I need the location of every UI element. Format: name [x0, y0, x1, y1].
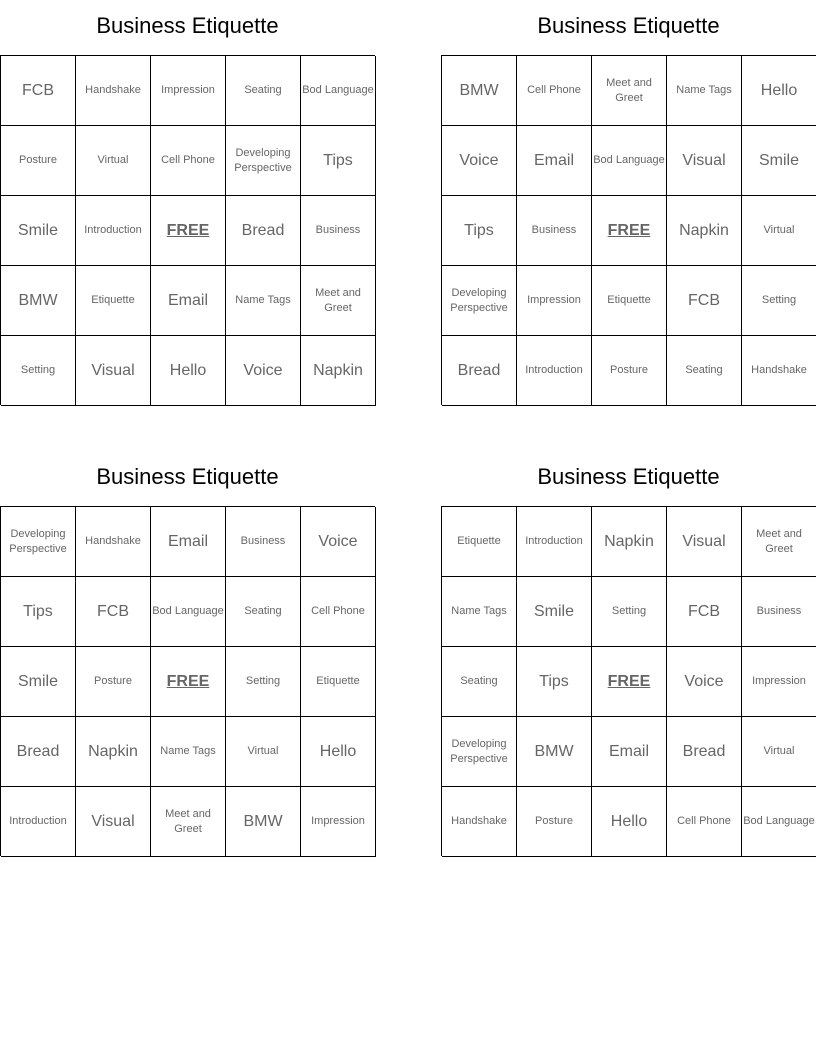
- bingo-cell: Bread: [442, 336, 517, 406]
- bingo-cell: Developing Perspective: [1, 507, 76, 577]
- card-title: Business Etiquette: [96, 464, 279, 489]
- bingo-cell: Seating: [226, 577, 301, 647]
- bingo-cell: Bread: [667, 717, 742, 787]
- bingo-cell: BMW: [1, 266, 76, 336]
- bingo-cell: Introduction: [517, 336, 592, 406]
- bingo-cell: FCB: [667, 577, 742, 647]
- bingo-cell: Developing Perspective: [226, 126, 301, 196]
- bingo-cell: Hello: [301, 717, 376, 787]
- bingo-cell: Posture: [76, 647, 151, 717]
- bingo-cell: Name Tags: [226, 266, 301, 336]
- bingo-cell: Hello: [742, 56, 816, 126]
- bingo-cell: Virtual: [742, 196, 816, 266]
- bingo-grid: [441, 506, 816, 856]
- bingo-cell: Meet and Greet: [301, 266, 376, 336]
- bingo-cell: Seating: [442, 647, 517, 717]
- bingo-cell: Posture: [1, 126, 76, 196]
- bingo-cell: Impression: [742, 647, 816, 717]
- bingo-cell: Posture: [517, 787, 592, 857]
- free-space-cell: FREE: [151, 647, 226, 717]
- bingo-cell: Hello: [592, 787, 667, 857]
- card-title: Business Etiquette: [537, 13, 720, 38]
- bingo-cell: Visual: [667, 507, 742, 577]
- bingo-cell: FCB: [667, 266, 742, 336]
- bingo-cell: Bod Language: [151, 577, 226, 647]
- bingo-cell: Visual: [76, 787, 151, 857]
- bingo-cell: Napkin: [76, 717, 151, 787]
- bingo-cell: Cell Phone: [151, 126, 226, 196]
- bingo-cell: Voice: [301, 507, 376, 577]
- bingo-cell: Cell Phone: [301, 577, 376, 647]
- bingo-cell: Impression: [301, 787, 376, 857]
- bingo-cell: Smile: [517, 577, 592, 647]
- bingo-cell: Voice: [226, 336, 301, 406]
- bingo-cell: Cell Phone: [667, 787, 742, 857]
- bingo-cell: Introduction: [517, 507, 592, 577]
- bingo-cell: Developing Perspective: [442, 717, 517, 787]
- bingo-cell: Handshake: [76, 56, 151, 126]
- bingo-cell: Napkin: [667, 196, 742, 266]
- bingo-cell: Tips: [301, 126, 376, 196]
- bingo-cell: Impression: [517, 266, 592, 336]
- bingo-cell: Virtual: [742, 717, 816, 787]
- bingo-cell: BMW: [517, 717, 592, 787]
- bingo-cell: Seating: [667, 336, 742, 406]
- bingo-cell: Impression: [151, 56, 226, 126]
- bingo-cell: Handshake: [742, 336, 816, 406]
- bingo-cell: Handshake: [442, 787, 517, 857]
- bingo-cell: Business: [517, 196, 592, 266]
- bingo-cell: Virtual: [76, 126, 151, 196]
- bingo-cell: BMW: [226, 787, 301, 857]
- bingo-cell: Posture: [592, 336, 667, 406]
- bingo-cell: Email: [151, 507, 226, 577]
- bingo-cell: Tips: [442, 196, 517, 266]
- bingo-cell: Visual: [667, 126, 742, 196]
- bingo-cell: Etiquette: [301, 647, 376, 717]
- card-title: Business Etiquette: [96, 13, 279, 38]
- bingo-cell: Napkin: [592, 507, 667, 577]
- bingo-cell: Voice: [442, 126, 517, 196]
- bingo-cell: Bread: [226, 196, 301, 266]
- bingo-cell: BMW: [442, 56, 517, 126]
- bingo-grid: [0, 55, 375, 405]
- bingo-cell: Bread: [1, 717, 76, 787]
- bingo-cell: Hello: [151, 336, 226, 406]
- bingo-cell: Smile: [1, 196, 76, 266]
- bingo-cell: Tips: [517, 647, 592, 717]
- bingo-cell: Etiquette: [592, 266, 667, 336]
- bingo-cell: Email: [517, 126, 592, 196]
- bingo-cell: Business: [742, 577, 816, 647]
- bingo-cell: Setting: [742, 266, 816, 336]
- bingo-cell: Business: [301, 196, 376, 266]
- free-space-cell: FREE: [592, 647, 667, 717]
- bingo-cell: Introduction: [1, 787, 76, 857]
- bingo-cell: FCB: [1, 56, 76, 126]
- bingo-cell: Bod Language: [301, 56, 376, 126]
- card-title: Business Etiquette: [537, 464, 720, 489]
- bingo-cell: Meet and Greet: [592, 56, 667, 126]
- bingo-cell: Bod Language: [742, 787, 816, 857]
- bingo-cell: Voice: [667, 647, 742, 717]
- bingo-cell: Bod Language: [592, 126, 667, 196]
- bingo-cell: Etiquette: [442, 507, 517, 577]
- bingo-cell: Napkin: [301, 336, 376, 406]
- bingo-cell: Cell Phone: [517, 56, 592, 126]
- bingo-cell: Name Tags: [667, 56, 742, 126]
- bingo-cell: Visual: [76, 336, 151, 406]
- bingo-cell: Virtual: [226, 717, 301, 787]
- free-space-cell: FREE: [151, 196, 226, 266]
- bingo-cell: FCB: [76, 577, 151, 647]
- bingo-cell: Meet and Greet: [742, 507, 816, 577]
- bingo-cell: Meet and Greet: [151, 787, 226, 857]
- bingo-cell: Email: [592, 717, 667, 787]
- bingo-cell: Introduction: [76, 196, 151, 266]
- bingo-cell: Name Tags: [151, 717, 226, 787]
- bingo-grid: [441, 55, 816, 405]
- free-space-cell: FREE: [592, 196, 667, 266]
- bingo-cell: Smile: [1, 647, 76, 717]
- bingo-cell: Setting: [1, 336, 76, 406]
- bingo-cell: Setting: [592, 577, 667, 647]
- bingo-cell: Seating: [226, 56, 301, 126]
- bingo-cell: Email: [151, 266, 226, 336]
- bingo-cell: Handshake: [76, 507, 151, 577]
- bingo-cell: Business: [226, 507, 301, 577]
- bingo-cell: Developing Perspective: [442, 266, 517, 336]
- bingo-grid: [0, 506, 375, 856]
- bingo-cell: Name Tags: [442, 577, 517, 647]
- bingo-cell: Etiquette: [76, 266, 151, 336]
- bingo-cell: Setting: [226, 647, 301, 717]
- bingo-cell: Tips: [1, 577, 76, 647]
- bingo-cell: Smile: [742, 126, 816, 196]
